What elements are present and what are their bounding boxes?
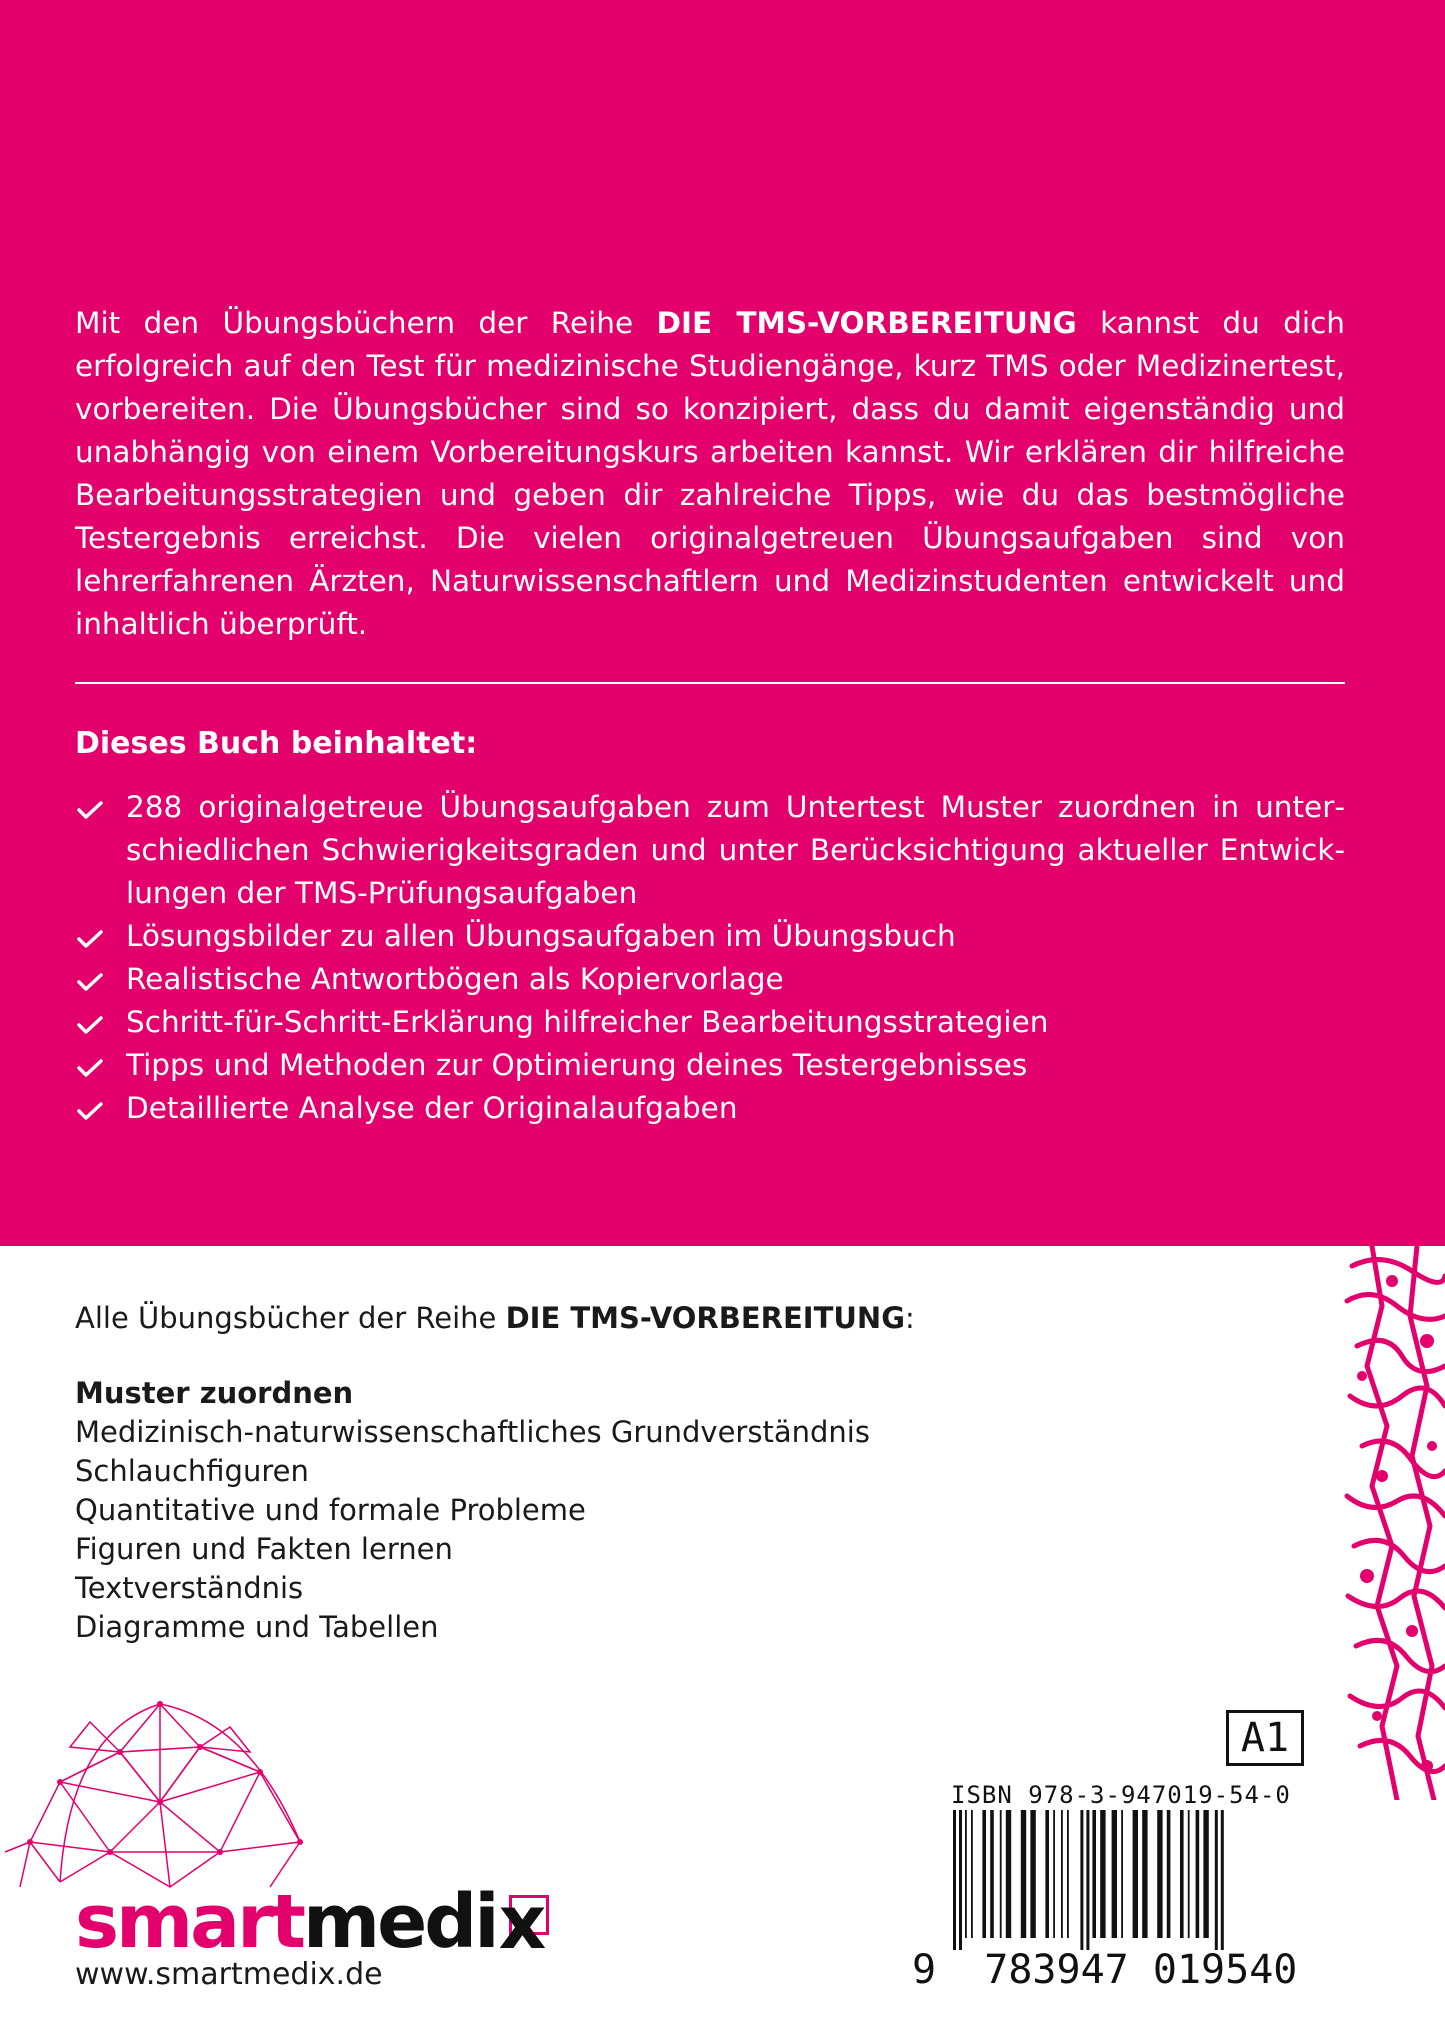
series-book: Schlauchfiguren [75, 1454, 309, 1488]
checkmark-icon [77, 973, 103, 991]
barcode-bar [1133, 1810, 1138, 1938]
checkmark-icon [77, 1016, 103, 1034]
contents-heading: Dieses Buch beinhaltet: [75, 726, 478, 761]
series-title-after: : [905, 1301, 915, 1335]
contents-item [75, 1001, 1345, 1044]
isbn-barcode [951, 1810, 1307, 1950]
series-book: Quantitative und formale Probleme [75, 1493, 586, 1527]
series-title-bold: DIE TMS-VORBEREITUNG [505, 1301, 905, 1335]
barcode-bar [1121, 1810, 1123, 1938]
contents-item-text: 288 originalgetreue Übungsaufgaben zum Untertest Muster zuordnen in unterschiedlichen Schwierigkeitsgraden und unter Berücksichtigung aktueller Entwicklungen der TMS-Prüfungsaufgaben [126, 790, 1345, 910]
decorative-brain-drawing [1342, 1246, 1445, 1800]
barcode-bar [990, 1810, 994, 1938]
barcode-bar [1061, 1810, 1063, 1938]
checkmark-icon [77, 1059, 103, 1077]
barcode-bar [1142, 1810, 1147, 1938]
contents-item-text: Tipps und Methoden zur Optimierung deines Testergebnisses [126, 1048, 1028, 1082]
barcode-bar [1021, 1810, 1026, 1938]
intro-text-before: Mit den Übungsbüchern der Reihe [75, 306, 657, 340]
barcode-digits-left: 783947 [984, 1947, 1129, 1993]
barcode-bar [1180, 1810, 1184, 1938]
series-title [75, 1298, 915, 1338]
publisher-website: www.smartmedix.de [75, 1957, 383, 1992]
barcode-guard-bar [1221, 1810, 1224, 1950]
contents-item [75, 1044, 1345, 1087]
barcode-digit-first: 9 [912, 1947, 937, 1993]
barcode-bar [1000, 1810, 1002, 1938]
series-book-list [75, 1374, 870, 1647]
series-book: Medizinisch-naturwissenschaftliches Grundverständnis [75, 1415, 870, 1449]
contents-list [75, 786, 1345, 1130]
barcode-bar [1045, 1810, 1049, 1938]
barcode-bar [1157, 1810, 1162, 1938]
barcode-bar [1196, 1810, 1200, 1938]
barcode-guard-bar [1215, 1810, 1218, 1950]
contents-item [75, 1087, 1345, 1130]
intro-paragraph [75, 302, 1345, 646]
checkmark-icon [77, 1102, 103, 1120]
contents-item-text: Lösungsbilder zu allen Übungsaufgaben im Übungsbuch [126, 919, 956, 953]
barcode-bar [1053, 1810, 1055, 1938]
barcode-digits [912, 1946, 1312, 1994]
barcode-bar [1067, 1810, 1069, 1938]
series-title-before: Alle Übungsbücher der Reihe [75, 1301, 506, 1335]
barcode-bar [1188, 1810, 1190, 1938]
barcode-bar [1112, 1810, 1117, 1938]
barcode-bar [1030, 1810, 1035, 1938]
barcode-bar [1203, 1810, 1208, 1938]
barcode-guard-bar [953, 1810, 956, 1950]
isbn-text: ISBN 978-3-947019-54-0 [951, 1781, 1291, 1809]
logo-x-text: x [498, 1880, 544, 1966]
logo-medi-text: medi [302, 1879, 497, 1965]
barcode-digits-right: 019540 [1152, 1947, 1298, 1993]
logo-smart-text: smart [75, 1879, 303, 1965]
intro-series-name: DIE TMS-VORBEREITUNG [656, 306, 1077, 340]
checkmark-icon [77, 801, 103, 819]
checkmark-icon [77, 930, 103, 948]
barcode-bar [982, 1810, 986, 1938]
barcode-guard-bar [1086, 1810, 1089, 1950]
barcode-bar [1092, 1810, 1096, 1938]
smartmedix-logo [75, 1879, 555, 1966]
code-box: A1 [1226, 1710, 1304, 1766]
series-book-current: Muster zuordnen [75, 1376, 354, 1410]
section-divider [75, 682, 1345, 684]
contents-item-text: Detaillierte Analyse der Originalaufgaben [126, 1091, 738, 1125]
series-book: Textverständnis [75, 1571, 304, 1605]
barcode-bar [1006, 1810, 1011, 1938]
barcode-bar [965, 1810, 967, 1938]
barcode-guard-bar [959, 1810, 962, 1950]
barcode-bar [1100, 1810, 1105, 1938]
barcode-bar [1167, 1810, 1171, 1938]
series-book: Diagramme und Tabellen [75, 1610, 439, 1644]
barcode-bar [971, 1810, 973, 1938]
contents-item [75, 915, 1345, 958]
contents-item-text: Realistische Antwortbögen als Kopiervorlage [126, 962, 784, 996]
geodesic-sphere-icon [0, 1692, 320, 1892]
contents-item [75, 786, 1345, 915]
contents-item-text: Schritt-für-Schritt-Erklärung hilfreicher Bearbeitungsstrategien [126, 1005, 1049, 1039]
series-book: Figuren und Fakten lernen [75, 1532, 453, 1566]
contents-item [75, 958, 1345, 1001]
intro-text-after: kannst du dich erfolgreich auf den Test für medizinische Studiengänge, kurz TMS oder Medizinertest, vorbereiten. Die Übungsbücher sind so konzipiert, dass du damit eigenständig und unabhängig von einem Vorbereitungskurs arbeiten kannst. Wir erklären dir hilfreiche Bearbeitungsstrategien und geben dir zahlreiche Tipps, wie du das bestmögliche Testergebnis erreichst. Die vielen originalgetreuen Übungsaufgaben sind von lehrerfahrenen Ärzten, Naturwissenschaftlern und Medizinstudenten entwickelt und inhaltlich überprüft. [75, 306, 1345, 641]
barcode-guard-bar [1080, 1810, 1083, 1950]
logo-x-mark [498, 1880, 555, 1966]
